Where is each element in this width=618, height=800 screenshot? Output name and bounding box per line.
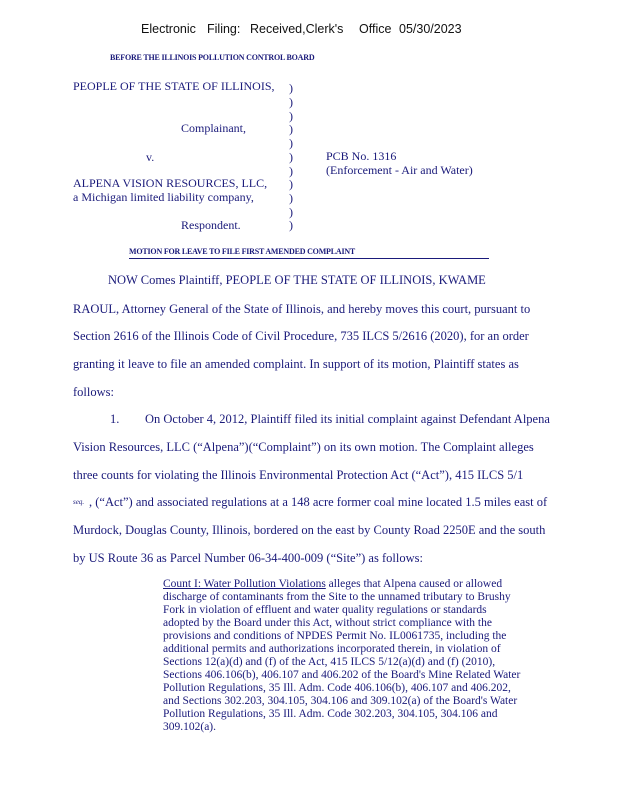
paragraph-line: On October 4, 2012, Plaintiff filed its initial complaint against Defendant Alpena [145, 412, 550, 426]
paragraph-number: 1. [110, 412, 120, 426]
paragraph-line: follows: [73, 385, 114, 399]
seq-abbrev: seq. [73, 498, 85, 506]
count-one-line: Pollution Regulations, 35 Ill. Adm. Code 406.106(b), 406.107 and 406.202, [163, 682, 511, 694]
header-electronic: Electronic [141, 22, 196, 36]
paragraph-line: granting it leave to file an amended complaint. In support of its motion, Plaintiff states as [73, 357, 519, 371]
count-one-block [163, 578, 563, 734]
paragraph-line: by US Route 36 as Parcel Number 06-34-400-009 (“Site”) as follows: [73, 551, 423, 565]
caption-defendant: ALPENA VISION RESOURCES, LLC, [73, 176, 268, 190]
paragraph-line: Section 2616 of the Illinois Code of Civil Procedure, 735 ILCS 5/2616 (2020), for an order [73, 329, 529, 343]
paragraph-line: three counts for violating the Illinois Environmental Protection Act (“Act”), 415 ILCS 5/1 [73, 468, 524, 482]
paragraph-line: RAOUL, Attorney General of the State of Illinois, and hereby moves this court, pursuant to [73, 302, 531, 316]
caption-paren: ) [289, 136, 293, 150]
caption-versus: v. [146, 150, 155, 164]
caption-paren: ) [289, 109, 293, 123]
motion-title: MOTION FOR LEAVE TO FILE FIRST AMENDED COMPLAINT [129, 247, 356, 256]
paragraph-line: Vision Resources, LLC (“Alpena”)(“Complaint”) on its own motion. The Complaint alleges [73, 440, 534, 454]
count-one-heading: Count I: Water Pollution Violations [163, 578, 326, 590]
caption-plaintiff: PEOPLE OF THE STATE OF ILLINOIS, [73, 79, 275, 93]
caption-paren: ) [289, 81, 293, 95]
caption-paren: ) [289, 177, 293, 191]
count-one-line: provisions and conditions of NPDES Permit No. IL0061735, including the [163, 630, 507, 642]
caption-paren: ) [289, 150, 293, 164]
header-received: Received,Clerk's [250, 22, 344, 36]
caption-paren: ) [289, 164, 293, 178]
board-title: BEFORE THE ILLINOIS POLLUTION CONTROL BOARD [110, 53, 315, 62]
caption-respondent: Respondent. [181, 218, 241, 232]
count-one-first-line: Count I: Water Pollution Violations alleges that Alpena caused or allowed [163, 578, 503, 590]
paragraph-line: , (“Act”) and associated regulations at a 148 acre former coal mine located 1.5 miles east of [89, 495, 548, 509]
count-one-line: adopted by the Board under this Act, without strict compliance with the [163, 617, 492, 629]
count-one-line: discharge of contaminants from the Site to the unnamed tributary to Brushy [163, 591, 511, 603]
caption-paren: ) [289, 218, 293, 232]
motion-title-rule [129, 258, 489, 259]
count-one-line: Fork in violation of effluent and water quality regulations or standards [163, 604, 487, 616]
caption-paren: ) [289, 95, 293, 109]
caption-paren: ) [289, 191, 293, 205]
caption-defendant-desc: a Michigan limited liability company, [73, 190, 254, 204]
case-number: PCB No. 1316 [326, 149, 397, 163]
count-one-line: Sections 12(a)(d) and (f) of the Act, 415 ILCS 5/12(a)(d) and (f) (2010), [163, 656, 496, 668]
header-filing: Filing: [207, 22, 241, 36]
count-one-line: Pollution Regulations, 35 Ill. Adm. Code 302.203, 304.105, 304.106 and [163, 708, 498, 720]
caption-paren: ) [289, 205, 293, 219]
case-type: (Enforcement - Air and Water) [326, 163, 473, 177]
header-office: Office [359, 22, 392, 36]
count-one-line: 309.102(a). [163, 721, 217, 733]
count-one-line: Sections 406.106(b), 406.107 and 406.202 of the Board's Mine Related Water [163, 669, 521, 681]
paragraph-line: NOW Comes Plaintiff, PEOPLE OF THE STATE OF ILLINOIS, KWAME [108, 273, 486, 287]
count-one-line: and Sections 302.203, 304.105, 304.106 and 309.102(a) of the Board's Water [163, 695, 518, 707]
caption-complainant: Complainant, [181, 121, 246, 135]
caption-paren: ) [289, 122, 293, 136]
count-one-line: additional permits and authorizations incorporated therein, in violation of [163, 643, 501, 655]
paragraph-line: Murdock, Douglas County, Illinois, bordered on the east by County Road 2250E and the south [73, 523, 546, 537]
header-date: 05/30/2023 [399, 22, 462, 36]
